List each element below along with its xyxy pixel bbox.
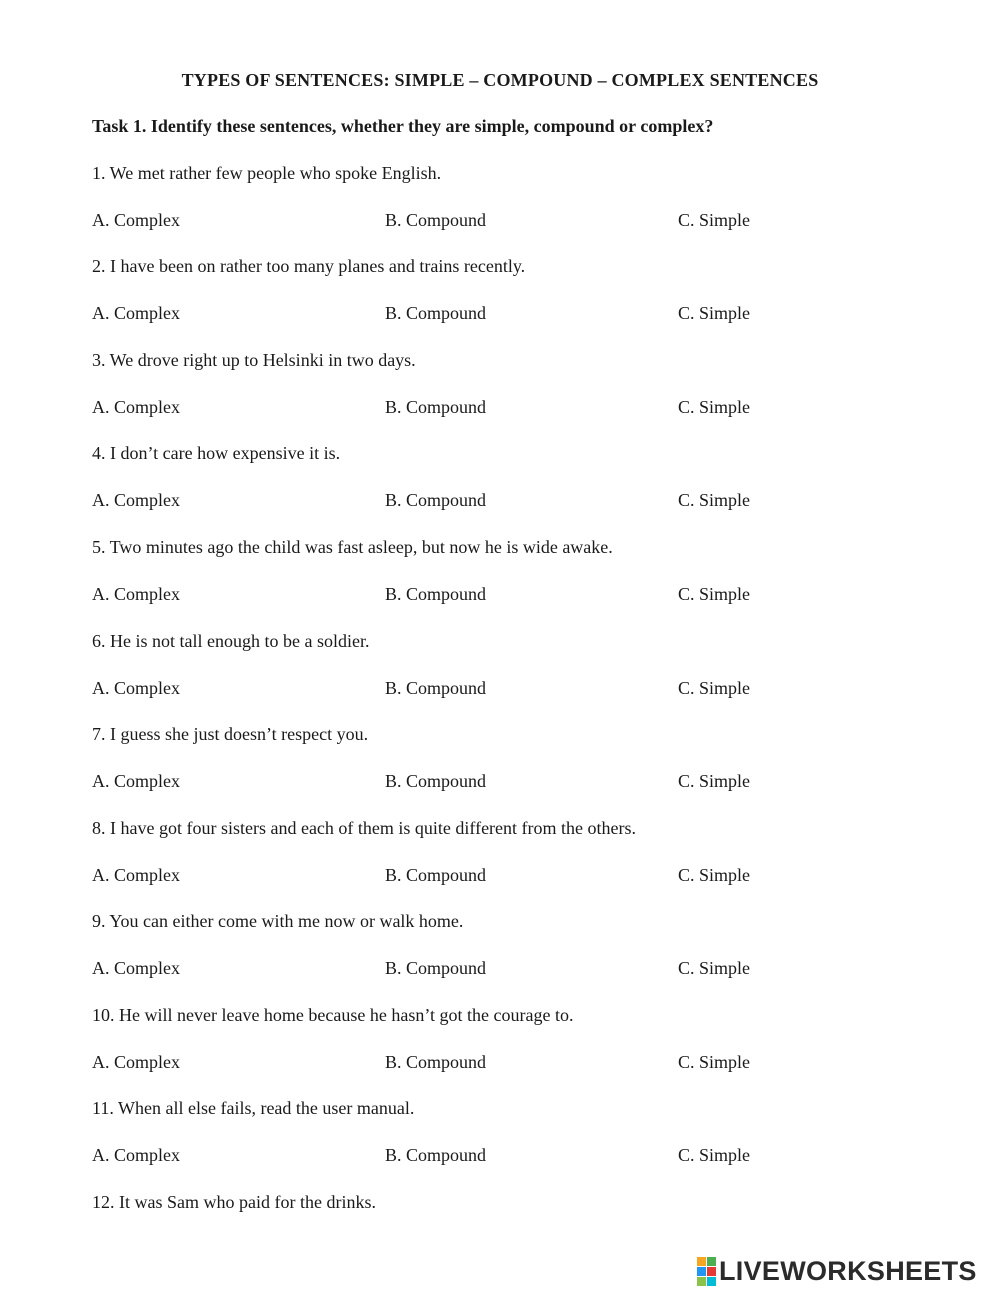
options-row-6	[92, 678, 892, 702]
option-b[interactable]: B. Compound	[385, 584, 487, 604]
option-c[interactable]: C. Simple	[678, 1145, 751, 1165]
option-c[interactable]: C. Simple	[678, 303, 751, 323]
options-row-11	[92, 1145, 892, 1169]
option-a[interactable]: A. Complex	[92, 397, 180, 417]
options-row-8	[92, 865, 892, 889]
option-a[interactable]: A. Complex	[92, 210, 180, 230]
logo-square	[697, 1277, 706, 1286]
question-5: 5. Two minutes ago the child was fast asleep, but now he is wide awake.	[92, 537, 613, 557]
logo-square	[697, 1257, 706, 1266]
question-8: 8. I have got four sisters and each of them is quite different from the others.	[92, 818, 637, 838]
logo-square	[707, 1267, 716, 1276]
option-b[interactable]: B. Compound	[385, 1052, 487, 1072]
liveworksheets-logo-icon	[697, 1257, 716, 1286]
options-row-10	[92, 1052, 892, 1076]
option-a[interactable]: A. Complex	[92, 678, 180, 698]
option-c[interactable]: C. Simple	[678, 678, 751, 698]
page-title: TYPES OF SENTENCES: SIMPLE – COMPOUND – COMPLEX SENTENCES	[181, 70, 819, 90]
option-c[interactable]: C. Simple	[678, 771, 751, 791]
options-row-1	[92, 210, 892, 234]
liveworksheets-brand[interactable]	[697, 1256, 977, 1286]
question-11: 11. When all else fails, read the user manual.	[92, 1098, 415, 1118]
option-b[interactable]: B. Compound	[385, 397, 487, 417]
option-b[interactable]: B. Compound	[385, 958, 487, 978]
option-c[interactable]: C. Simple	[678, 490, 751, 510]
question-6: 6. He is not tall enough to be a soldier.	[92, 631, 370, 651]
option-a[interactable]: A. Complex	[92, 1052, 180, 1072]
question-10: 10. He will never leave home because he hasn’t got the courage to.	[92, 1005, 574, 1025]
question-1: 1. We met rather few people who spoke English.	[92, 163, 442, 183]
options-row-4	[92, 490, 892, 514]
option-b[interactable]: B. Compound	[385, 303, 487, 323]
option-a[interactable]: A. Complex	[92, 771, 180, 791]
option-b[interactable]: B. Compound	[385, 771, 487, 791]
option-c[interactable]: C. Simple	[678, 397, 751, 417]
option-a[interactable]: A. Complex	[92, 303, 180, 323]
task-instruction: Task 1. Identify these sentences, whether they are simple, compound or complex?	[92, 116, 714, 136]
option-a[interactable]: A. Complex	[92, 490, 180, 510]
question-4: 4. I don’t care how expensive it is.	[92, 443, 341, 463]
logo-square	[707, 1277, 716, 1286]
question-7: 7. I guess she just doesn’t respect you.	[92, 724, 369, 744]
option-b[interactable]: B. Compound	[385, 865, 487, 885]
question-3: 3. We drove right up to Helsinki in two days.	[92, 350, 416, 370]
option-c[interactable]: C. Simple	[678, 584, 751, 604]
question-9: 9. You can either come with me now or walk home.	[92, 911, 464, 931]
option-a[interactable]: A. Complex	[92, 865, 180, 885]
options-row-5	[92, 584, 892, 608]
question-2: 2. I have been on rather too many planes and trains recently.	[92, 256, 526, 276]
brand-name: LIVEWORKSHEETS	[719, 1255, 977, 1286]
option-c[interactable]: C. Simple	[678, 1052, 751, 1072]
option-b[interactable]: B. Compound	[385, 1145, 487, 1165]
option-c[interactable]: C. Simple	[678, 210, 751, 230]
option-c[interactable]: C. Simple	[678, 958, 751, 978]
option-a[interactable]: A. Complex	[92, 958, 180, 978]
option-c[interactable]: C. Simple	[678, 865, 751, 885]
options-row-3	[92, 397, 892, 421]
options-row-2	[92, 303, 892, 327]
options-row-9	[92, 958, 892, 982]
question-12: 12. It was Sam who paid for the drinks.	[92, 1192, 376, 1212]
option-b[interactable]: B. Compound	[385, 210, 487, 230]
logo-square	[697, 1267, 706, 1276]
options-row-7	[92, 771, 892, 795]
option-b[interactable]: B. Compound	[385, 490, 487, 510]
logo-square	[707, 1257, 716, 1266]
option-b[interactable]: B. Compound	[385, 678, 487, 698]
option-a[interactable]: A. Complex	[92, 1145, 180, 1165]
option-a[interactable]: A. Complex	[92, 584, 180, 604]
